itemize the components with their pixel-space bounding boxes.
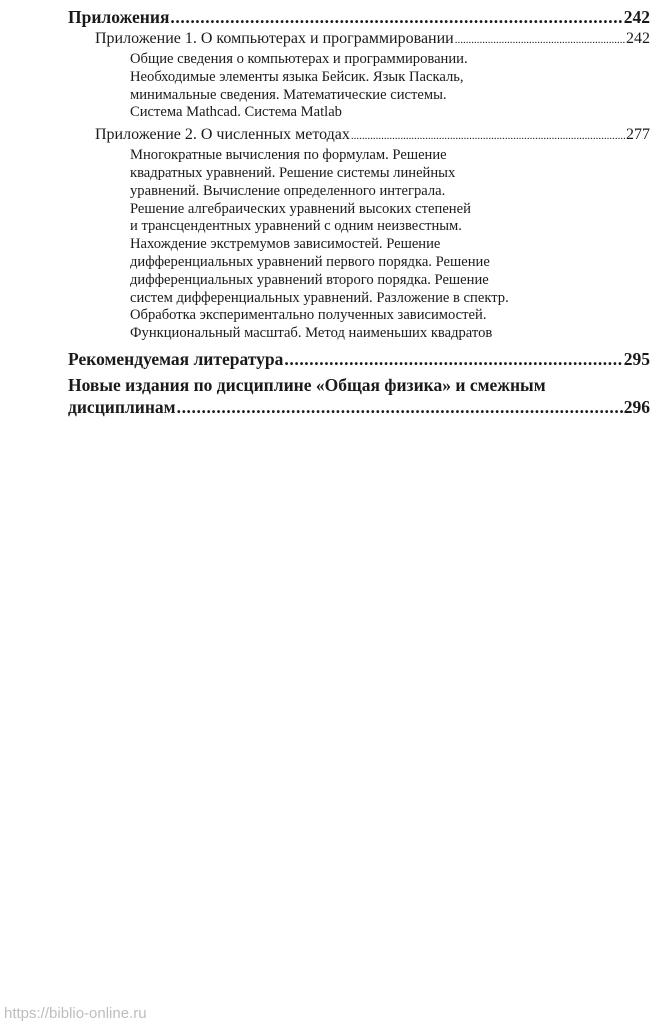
toc-entry-description <box>130 51 650 122</box>
toc-entry-appendix-1[interactable] <box>95 28 650 51</box>
toc-page-number: 242 <box>626 30 650 47</box>
description-line: Обработка экспериментально полученных зависимостей. <box>130 307 487 324</box>
dot-leader <box>455 30 625 51</box>
description-line: дифференциальных уравнений первого порядка. Решение <box>130 253 490 270</box>
description-line: Многократные вычисления по формулам. Решение <box>130 147 447 164</box>
toc-page-number: 277 <box>626 126 650 144</box>
description-line: уравнений. Вычисление определенного интеграла. <box>130 182 446 199</box>
description-line: и трансцендентных уравнений с одним неизвестным. <box>130 218 462 235</box>
description-line: минимальные сведения. Математические системы. <box>130 86 447 103</box>
description-line: Необходимые элементы языка Бейсик. Язык Паскаль, <box>130 68 464 85</box>
toc-page-number: 242 <box>623 7 650 27</box>
description-line: Функциональный масштаб. Метод наименьших квадратов <box>130 325 493 342</box>
dot-leader <box>351 126 625 147</box>
description-line: Решение алгебраических уравнений высоких степеней <box>130 200 471 217</box>
toc-entry-description <box>130 147 650 343</box>
toc-entry-title-line-1: Новые издания по дисциплине «Общая физика» и смежным <box>68 374 546 395</box>
table-of-contents <box>68 6 650 418</box>
toc-entry-literature[interactable] <box>68 348 650 370</box>
toc-entry-title-line-2: дисциплинам <box>68 396 176 417</box>
toc-entry-title: Приложение 2. О численных методах <box>95 126 350 144</box>
dot-leader <box>170 6 622 28</box>
dot-leader <box>284 348 622 370</box>
description-line: дифференциальных уравнений второго порядка. Решение <box>130 271 489 288</box>
source-watermark: https://biblio-online.ru <box>4 1005 147 1022</box>
description-line: Общие сведения о компьютерах и программировании. <box>130 51 468 67</box>
toc-entry-appendix-2[interactable] <box>95 124 650 147</box>
toc-entry-new-editions[interactable] <box>68 374 650 418</box>
description-line: Система Mathcad. Система Matlab <box>130 104 342 121</box>
toc-entry-title: Рекомендуемая литература <box>68 348 284 369</box>
toc-page-number: 295 <box>623 348 650 369</box>
dot-leader <box>177 396 623 418</box>
toc-page-number: 296 <box>623 396 650 417</box>
toc-entry-title: Приложения <box>68 7 170 27</box>
description-line: Нахождение экстремумов зависимостей. Решение <box>130 236 441 253</box>
description-line: квадратных уравнений. Решение системы линейных <box>130 164 456 181</box>
toc-entry-appendices[interactable] <box>68 6 650 28</box>
description-line: систем дифференциальных уравнений. Разложение в спектр. <box>130 289 509 306</box>
toc-entry-title: Приложение 1. О компьютерах и программировании <box>95 30 454 47</box>
